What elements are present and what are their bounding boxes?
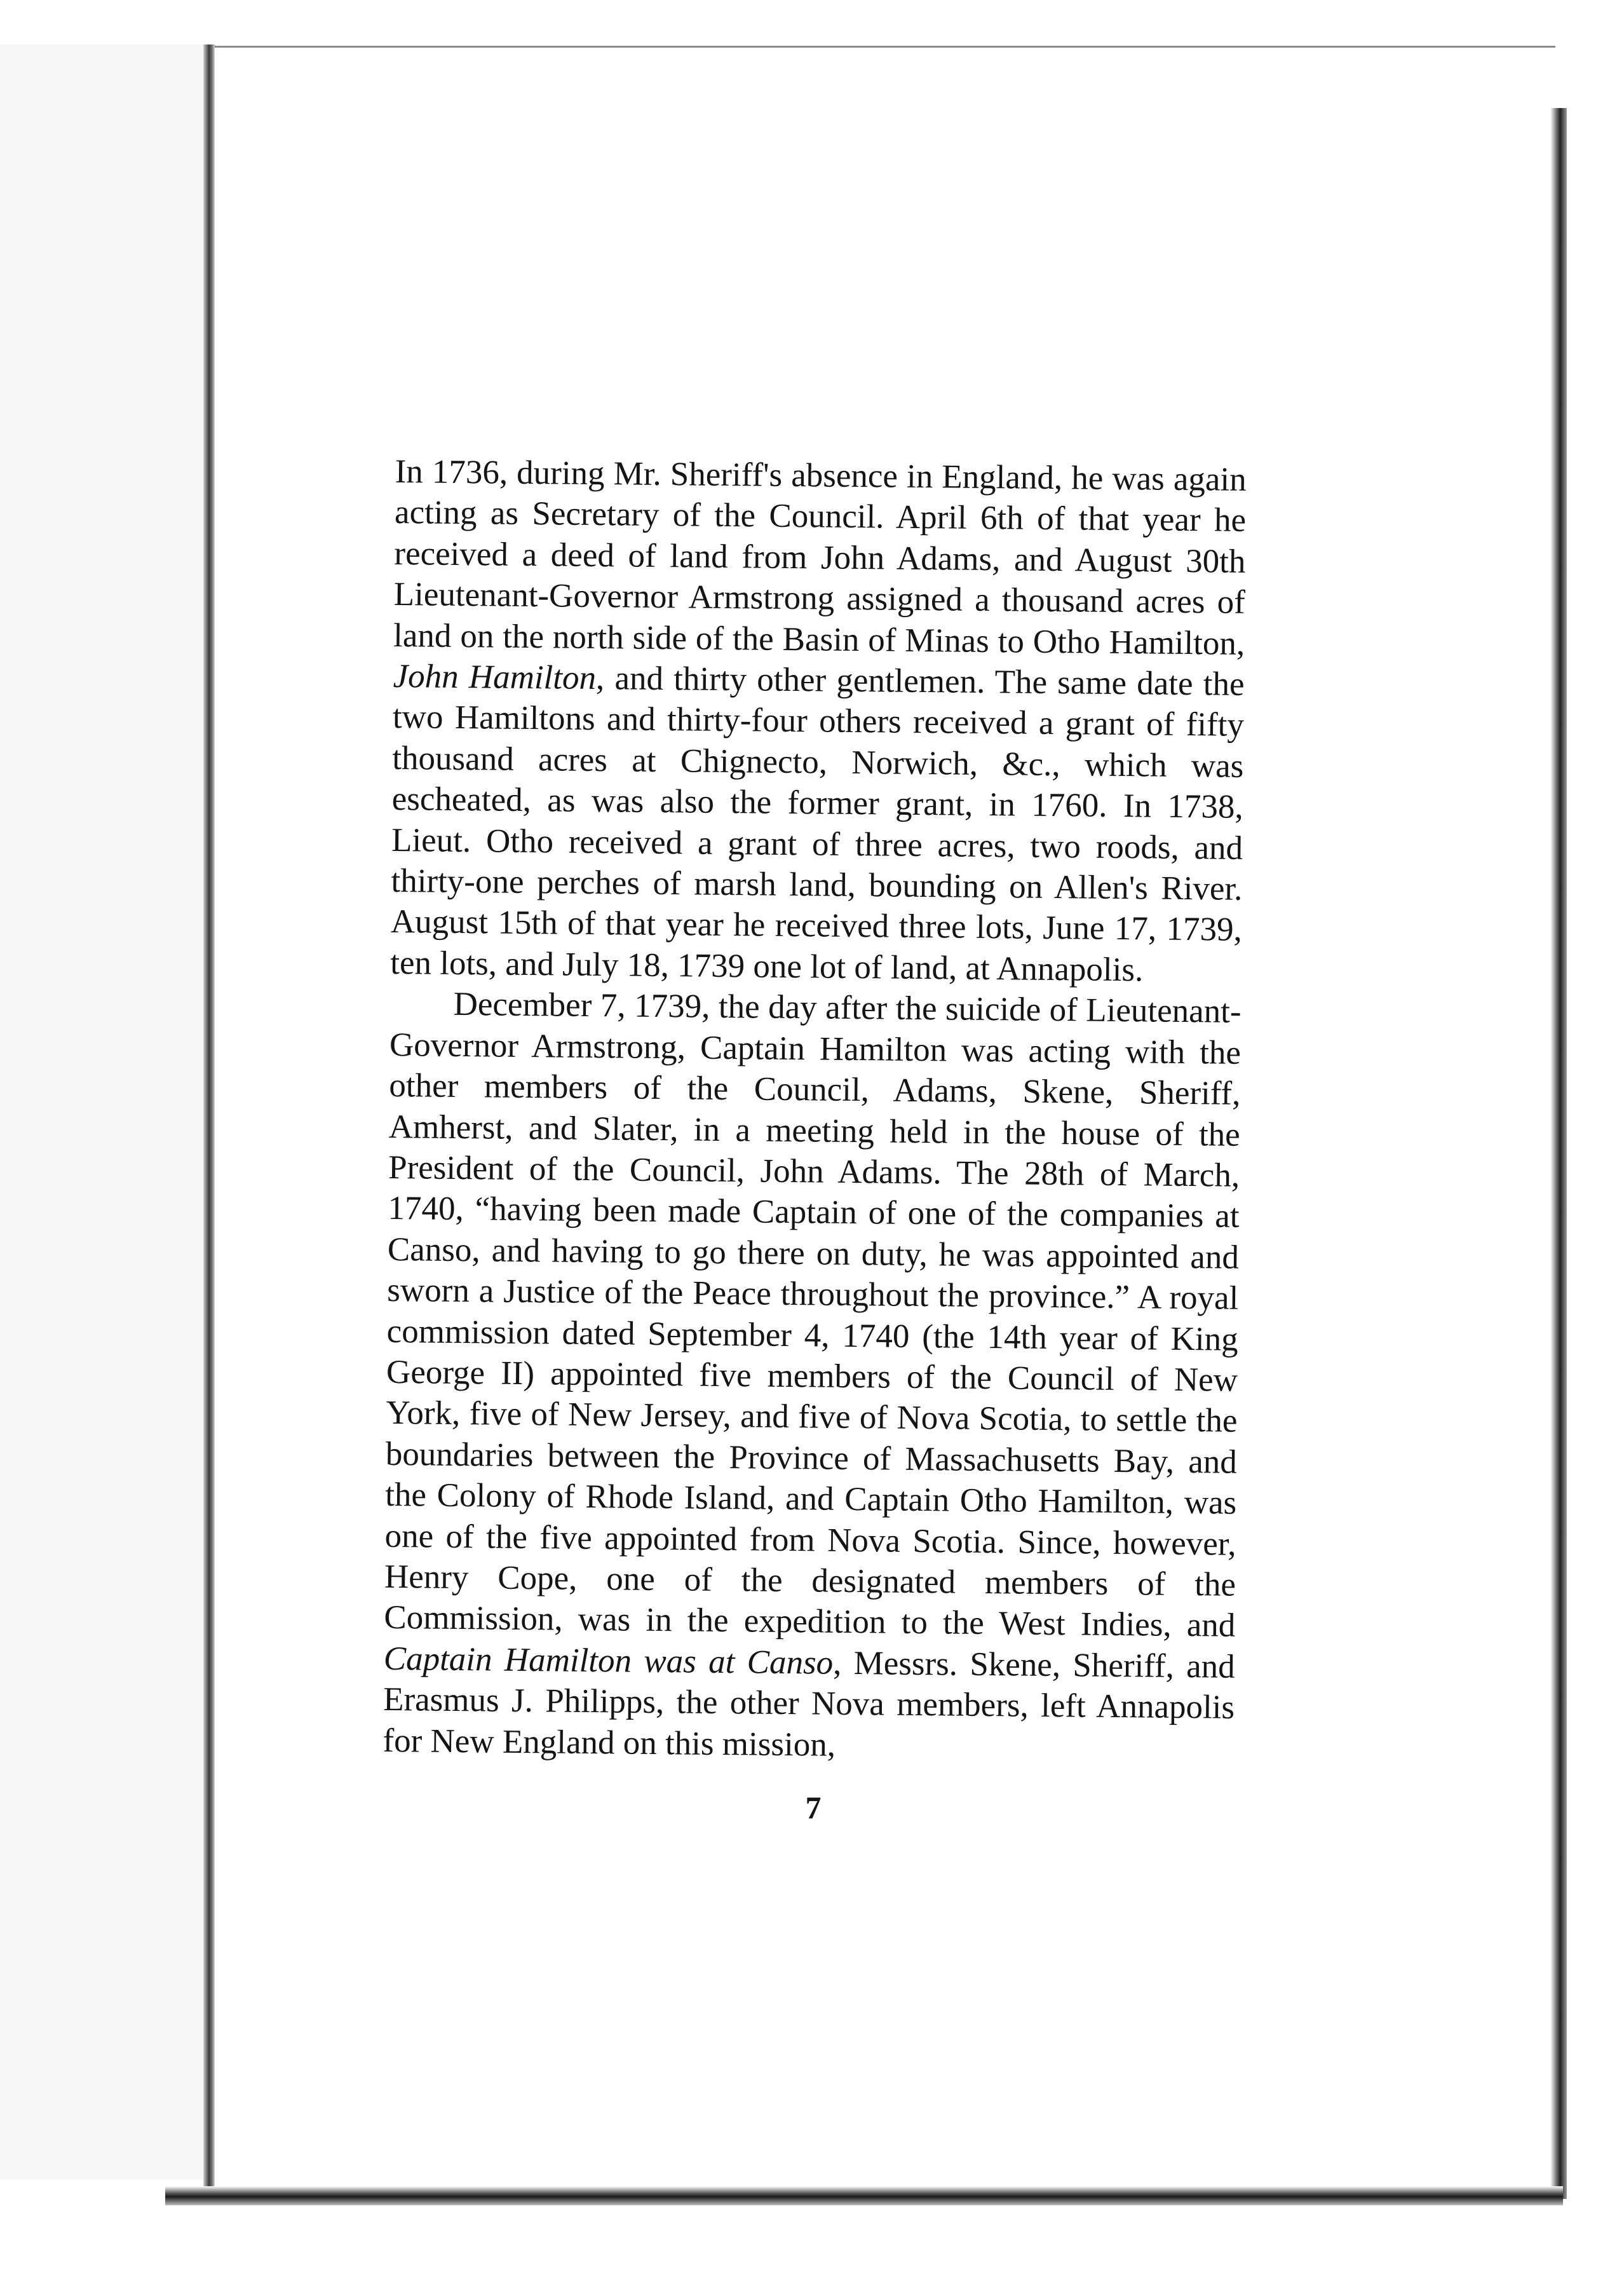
text-run: , Messrs. Skene, Sheriff, and Erasmus J. Philipps, the other Nova members, left Annapolis for New England on this mission, xyxy=(382,1644,1235,1764)
page-number: 7 xyxy=(805,1790,822,1825)
bottom-page-edge xyxy=(165,2186,1563,2205)
text-run: December 7, 1739, the day after the suicide of Lieutenant-Governor Armstrong, Captain Hamilton was acting with the other members of the Council, Adams, Skene, Sheriff, Amherst, and Slater, in a meeting held in the house of the President of the Council, John Adams. The 28th of March, 1740, “having been made Captain of one of the companies at Canso, and having to go there on duty, he was appointed and sworn a Justice of the Peace throughout the province.” A royal commission dated September 4, 1740 (the 14th year of King George II) appointed five members of the Council of New York, five of New Jersey, and five of Nova Scotia, to settle the boundaries between the Province of Massachusetts Bay, and the Colony of Rhode Island, and Captain Otho Hamilton, was one of the five appointed from Nova Scotia. Since, however, Henry Cope, one of the designated members of the Commission, was in the expedition to the West Indies, and xyxy=(384,986,1242,1645)
left-page-edge xyxy=(0,44,213,2180)
italic-name: John Hamilton xyxy=(393,658,597,697)
body-text xyxy=(382,451,1247,1769)
page-gutter-shadow xyxy=(203,44,216,2186)
paragraph-1 xyxy=(390,451,1247,991)
bottom-margin xyxy=(0,2205,1624,2293)
italic-phrase: Captain Hamilton was at Canso xyxy=(383,1640,834,1682)
text-run: , and thirty other gentlemen. The same date the two Hamiltons and thirty-four others received a grant of fifty thousand acres at Chignecto, Norwich, &c., which was escheated, as was also the former grant, in 1760. In 1738, Lieut. Otho received a grant of three acres, two roods, and thirty-one perches of marsh land, bounding on Allen's River. August 15th of that year he received three lots, June 17, 1739, ten lots, and July 18, 1739 one lot of land, at Annapolis. xyxy=(389,660,1245,989)
text-run: In 1736, during Mr. Sheriff's absence in England, he was again acting as Secretary of the Council. April 6th of that year he received a deed of land from John Adams, and August 30th Lieutenant-Governor Armstrong assigned a thousand acres of land on the north side of the Basin of Minas to Otho Hamilton, xyxy=(393,452,1247,662)
top-margin xyxy=(0,0,1624,25)
paragraph-2 xyxy=(382,983,1242,1769)
right-page-edge xyxy=(1550,108,1567,2199)
